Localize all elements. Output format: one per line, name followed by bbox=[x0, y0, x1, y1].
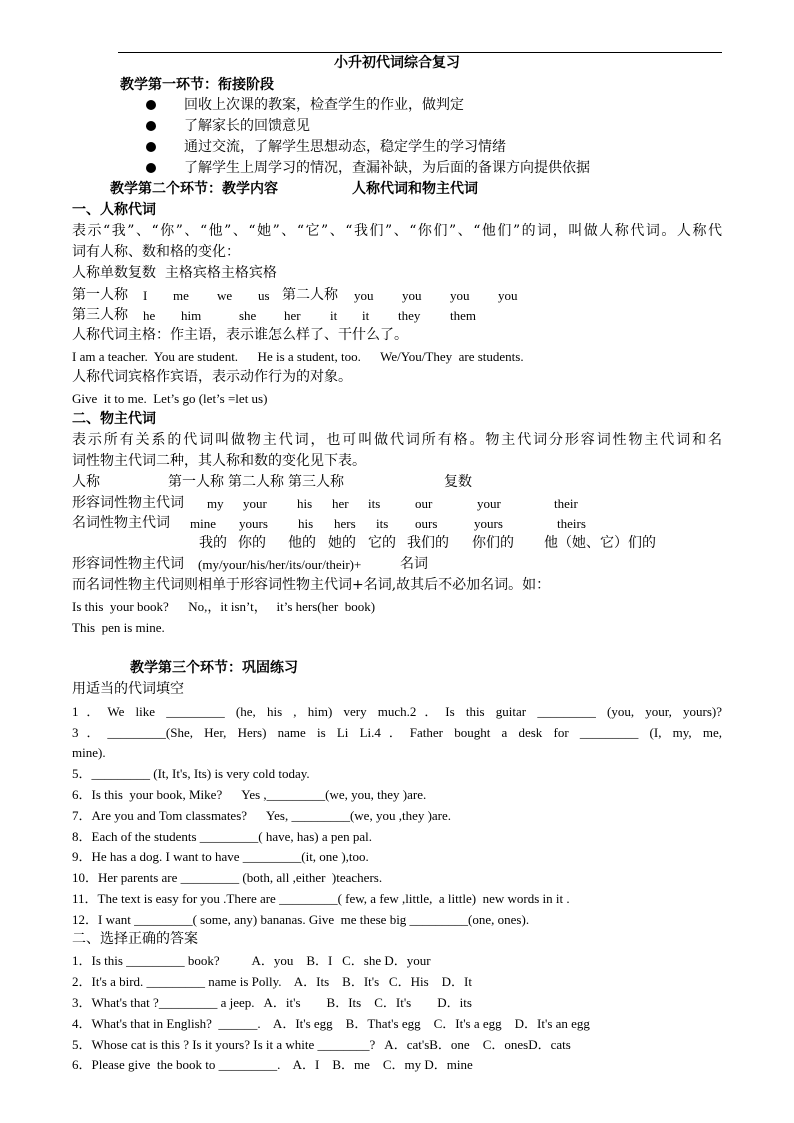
section1-intro: 词有人称、数和格的变化： bbox=[72, 244, 240, 260]
third-person-word: it bbox=[362, 308, 370, 323]
section1-heading: 一、人称代词 bbox=[72, 202, 156, 218]
possessive-header-plural: 复数 bbox=[444, 474, 472, 490]
adjective-possessive-word: your bbox=[243, 496, 267, 511]
third-person-word: her bbox=[284, 308, 301, 323]
multiple-choice-item: 2．It's a bird. _________ name is Polly. A．Its B．It's C．His D．It bbox=[72, 974, 472, 989]
header-rule bbox=[118, 52, 722, 53]
fill-blank-item: 3．_________(She, Her, Hers) name is Li Li.4．Father bought a desk for _________ (I, my, me, bbox=[72, 725, 722, 740]
third-person-word: he bbox=[143, 308, 156, 323]
stage3-heading: 教学第三个环节：巩固练习 bbox=[130, 660, 298, 676]
adjective-possessive-word: his bbox=[297, 496, 313, 511]
noun-possessive-word: hers bbox=[334, 516, 356, 531]
possessive-meaning: 他的 bbox=[288, 535, 316, 551]
stage1-bullet: 通过交流，了解学生思想动态，稳定学生的学习情绪 bbox=[184, 139, 506, 155]
multiple-choice-item: 3．What's that ?_________ a jeep. A．it's B．Its C．It's D．its bbox=[72, 995, 472, 1010]
third-person-word: him bbox=[181, 308, 202, 323]
possessive-header-third: 第三人称 bbox=[288, 474, 344, 490]
section2-heading: 二、物主代词 bbox=[72, 411, 156, 427]
fill-blank-item: 5．_________ (It, It's, Its) is very cold today. bbox=[72, 766, 310, 781]
adjective-possessive-word: my bbox=[207, 496, 224, 511]
formula-noun: 名词 bbox=[400, 556, 428, 572]
fill-blank-item: 7．Are you and Tom classmates? Yes, _________(we, you ,they )are. bbox=[72, 808, 452, 823]
formula-pronouns: (my/your/his/her/its/our/their)+ bbox=[198, 557, 362, 572]
first-person-word: I bbox=[143, 288, 148, 303]
fill-blank-heading: 用适当的代词填空 bbox=[72, 681, 184, 697]
noun-possessive-word: yours bbox=[474, 516, 503, 531]
possessive-meaning: 她的 bbox=[328, 535, 356, 551]
noun-possessive-label: 名词性物主代词 bbox=[72, 515, 170, 531]
third-person-word: them bbox=[450, 308, 476, 323]
noun-possessive-word: yours bbox=[239, 516, 268, 531]
possessive-header-first: 第一人称 bbox=[168, 474, 224, 490]
object-case-example: Give it to me. Let’s go (let’s =let us) bbox=[72, 391, 268, 406]
noun-possessive-word: ours bbox=[415, 516, 438, 531]
multiple-choice-item: 4．What's that in English? ______. A．It's egg B．That's egg C．It's a egg D．It's an egg bbox=[72, 1016, 590, 1031]
section1-intro: 表示“我”、“你”、“他”、“她”、“它”、“我们”、“你们”、“他们”的词，叫做人称代词。人称代 bbox=[72, 223, 722, 239]
possessive-meaning: 它的 bbox=[368, 535, 396, 551]
second-person-label: 第二人称 bbox=[282, 287, 338, 303]
first-person-label: 第一人称 bbox=[72, 287, 128, 303]
possessive-meaning: 我们的 bbox=[407, 535, 449, 551]
adjective-possessive-word: her bbox=[332, 496, 349, 511]
adjective-possessive-word: our bbox=[415, 496, 433, 511]
fill-blank-item: 6．Is this your book, Mike? Yes ,_________(we, you, they )are. bbox=[72, 787, 427, 802]
stage1-bullet: 回收上次课的教案，检查学生的作业，做判定 bbox=[184, 97, 464, 113]
third-person-word: it bbox=[330, 308, 338, 323]
possessive-meaning: 你们的 bbox=[472, 535, 514, 551]
bullet-icon bbox=[146, 121, 156, 131]
stage2-heading: 教学第二个环节：教学内容 bbox=[110, 181, 278, 197]
possessive-example: Is this your book? No,，it isn’t， it’s hers(her book) bbox=[72, 599, 376, 614]
noun-possessive-word: mine bbox=[190, 516, 216, 531]
fill-blank-item: 1．We like _________ (he, his , him) very much.2．Is this guitar _________ (you, your, yours)? bbox=[72, 704, 722, 719]
multiple-choice-item: 1．Is this _________ book? A．you B．I C．she D．your bbox=[72, 953, 431, 968]
multiple-choice-heading: 二、选择正确的答案 bbox=[72, 931, 198, 947]
second-person-word: you bbox=[498, 288, 518, 303]
noun-possessive-word: theirs bbox=[557, 516, 586, 531]
section2-intro: 词性物主代词二种，其人称和数的变化见下表。 bbox=[72, 453, 366, 469]
fill-blank-item: 8．Each of the students _________( have, has) a pen pal. bbox=[72, 829, 373, 844]
noun-possessive-word: his bbox=[298, 516, 314, 531]
fill-blank-item: 12．I want _________( some, any) bananas. Give me these big _________(one, ones). bbox=[72, 912, 530, 927]
fill-blank-item: 11．The text is easy for you .There are _________( few, a few ,little, a little) new words in it . bbox=[72, 891, 570, 906]
stage2-topic: 人称代词和物主代词 bbox=[352, 181, 478, 197]
bullet-icon bbox=[146, 163, 156, 173]
stage1-bullet: 了解学生上周学习的情况，查漏补缺，为后面的备课方向提供依据 bbox=[184, 160, 590, 176]
fill-blank-item: 9．He has a dog. I want to have _________(it, one ),too. bbox=[72, 849, 369, 864]
first-person-word: we bbox=[217, 288, 233, 303]
formula-label: 形容词性物主代词 bbox=[72, 556, 184, 572]
pronoun-table-header: 人称单数复数 主格宾格主格宾格 bbox=[72, 265, 277, 281]
third-person-word: she bbox=[239, 308, 257, 323]
stage1-bullet: 了解家长的回馈意见 bbox=[184, 118, 310, 134]
possessive-header-second: 第二人称 bbox=[228, 474, 284, 490]
object-case-note: 人称代词宾格作宾语，表示动作行为的对象。 bbox=[72, 369, 352, 385]
subject-case-note: 人称代词主格：作主语，表示谁怎么样了、干什么了。 bbox=[72, 327, 408, 343]
noun-possessive-note: 而名词性物主代词则相单于形容词性物主代词+名词,故其后不必加名词。如： bbox=[72, 577, 551, 593]
possessive-example: This pen is mine. bbox=[72, 620, 165, 635]
noun-possessive-word: its bbox=[376, 516, 389, 531]
second-person-word: you bbox=[354, 288, 374, 303]
document-title: 小升初代词综合复习 bbox=[334, 55, 460, 71]
second-person-word: you bbox=[450, 288, 470, 303]
possessive-meaning: 你的 bbox=[238, 535, 266, 551]
subject-case-example: I am a teacher. You are student. He is a student, too. We/You/They are students. bbox=[72, 349, 524, 364]
first-person-word: me bbox=[173, 288, 189, 303]
first-person-word: us bbox=[258, 288, 270, 303]
third-person-label: 第三人称 bbox=[72, 307, 128, 323]
multiple-choice-item: 6．Please give the book to _________. A．I B．me C．my D．mine bbox=[72, 1057, 473, 1072]
fill-blank-item: 10．Her parents are _________ (both, all ,either )teachers. bbox=[72, 870, 383, 885]
bullet-icon bbox=[146, 100, 156, 110]
possessive-meaning: 我的 bbox=[199, 535, 227, 551]
stage1-heading: 教学第一环节：衔接阶段 bbox=[120, 77, 274, 93]
second-person-word: you bbox=[402, 288, 422, 303]
third-person-word: they bbox=[398, 308, 421, 323]
adjective-possessive-word: your bbox=[477, 496, 501, 511]
fill-blank-item: mine). bbox=[72, 745, 106, 760]
bullet-icon bbox=[146, 142, 156, 152]
adjective-possessive-word: its bbox=[368, 496, 381, 511]
adjective-possessive-label: 形容词性物主代词 bbox=[72, 495, 184, 511]
possessive-header-person: 人称 bbox=[72, 474, 100, 490]
adjective-possessive-word: their bbox=[554, 496, 578, 511]
possessive-meaning: 他（她、它）们的 bbox=[544, 535, 656, 551]
section2-intro: 表示所有关系的代词叫做物主代词，也可叫做代词所有格。物主代词分形容词性物主代词和名 bbox=[72, 432, 722, 448]
multiple-choice-item: 5．Whose cat is this ? Is it yours? Is it a white ________? A．cat'sB．one C．onesD．cats bbox=[72, 1037, 571, 1052]
